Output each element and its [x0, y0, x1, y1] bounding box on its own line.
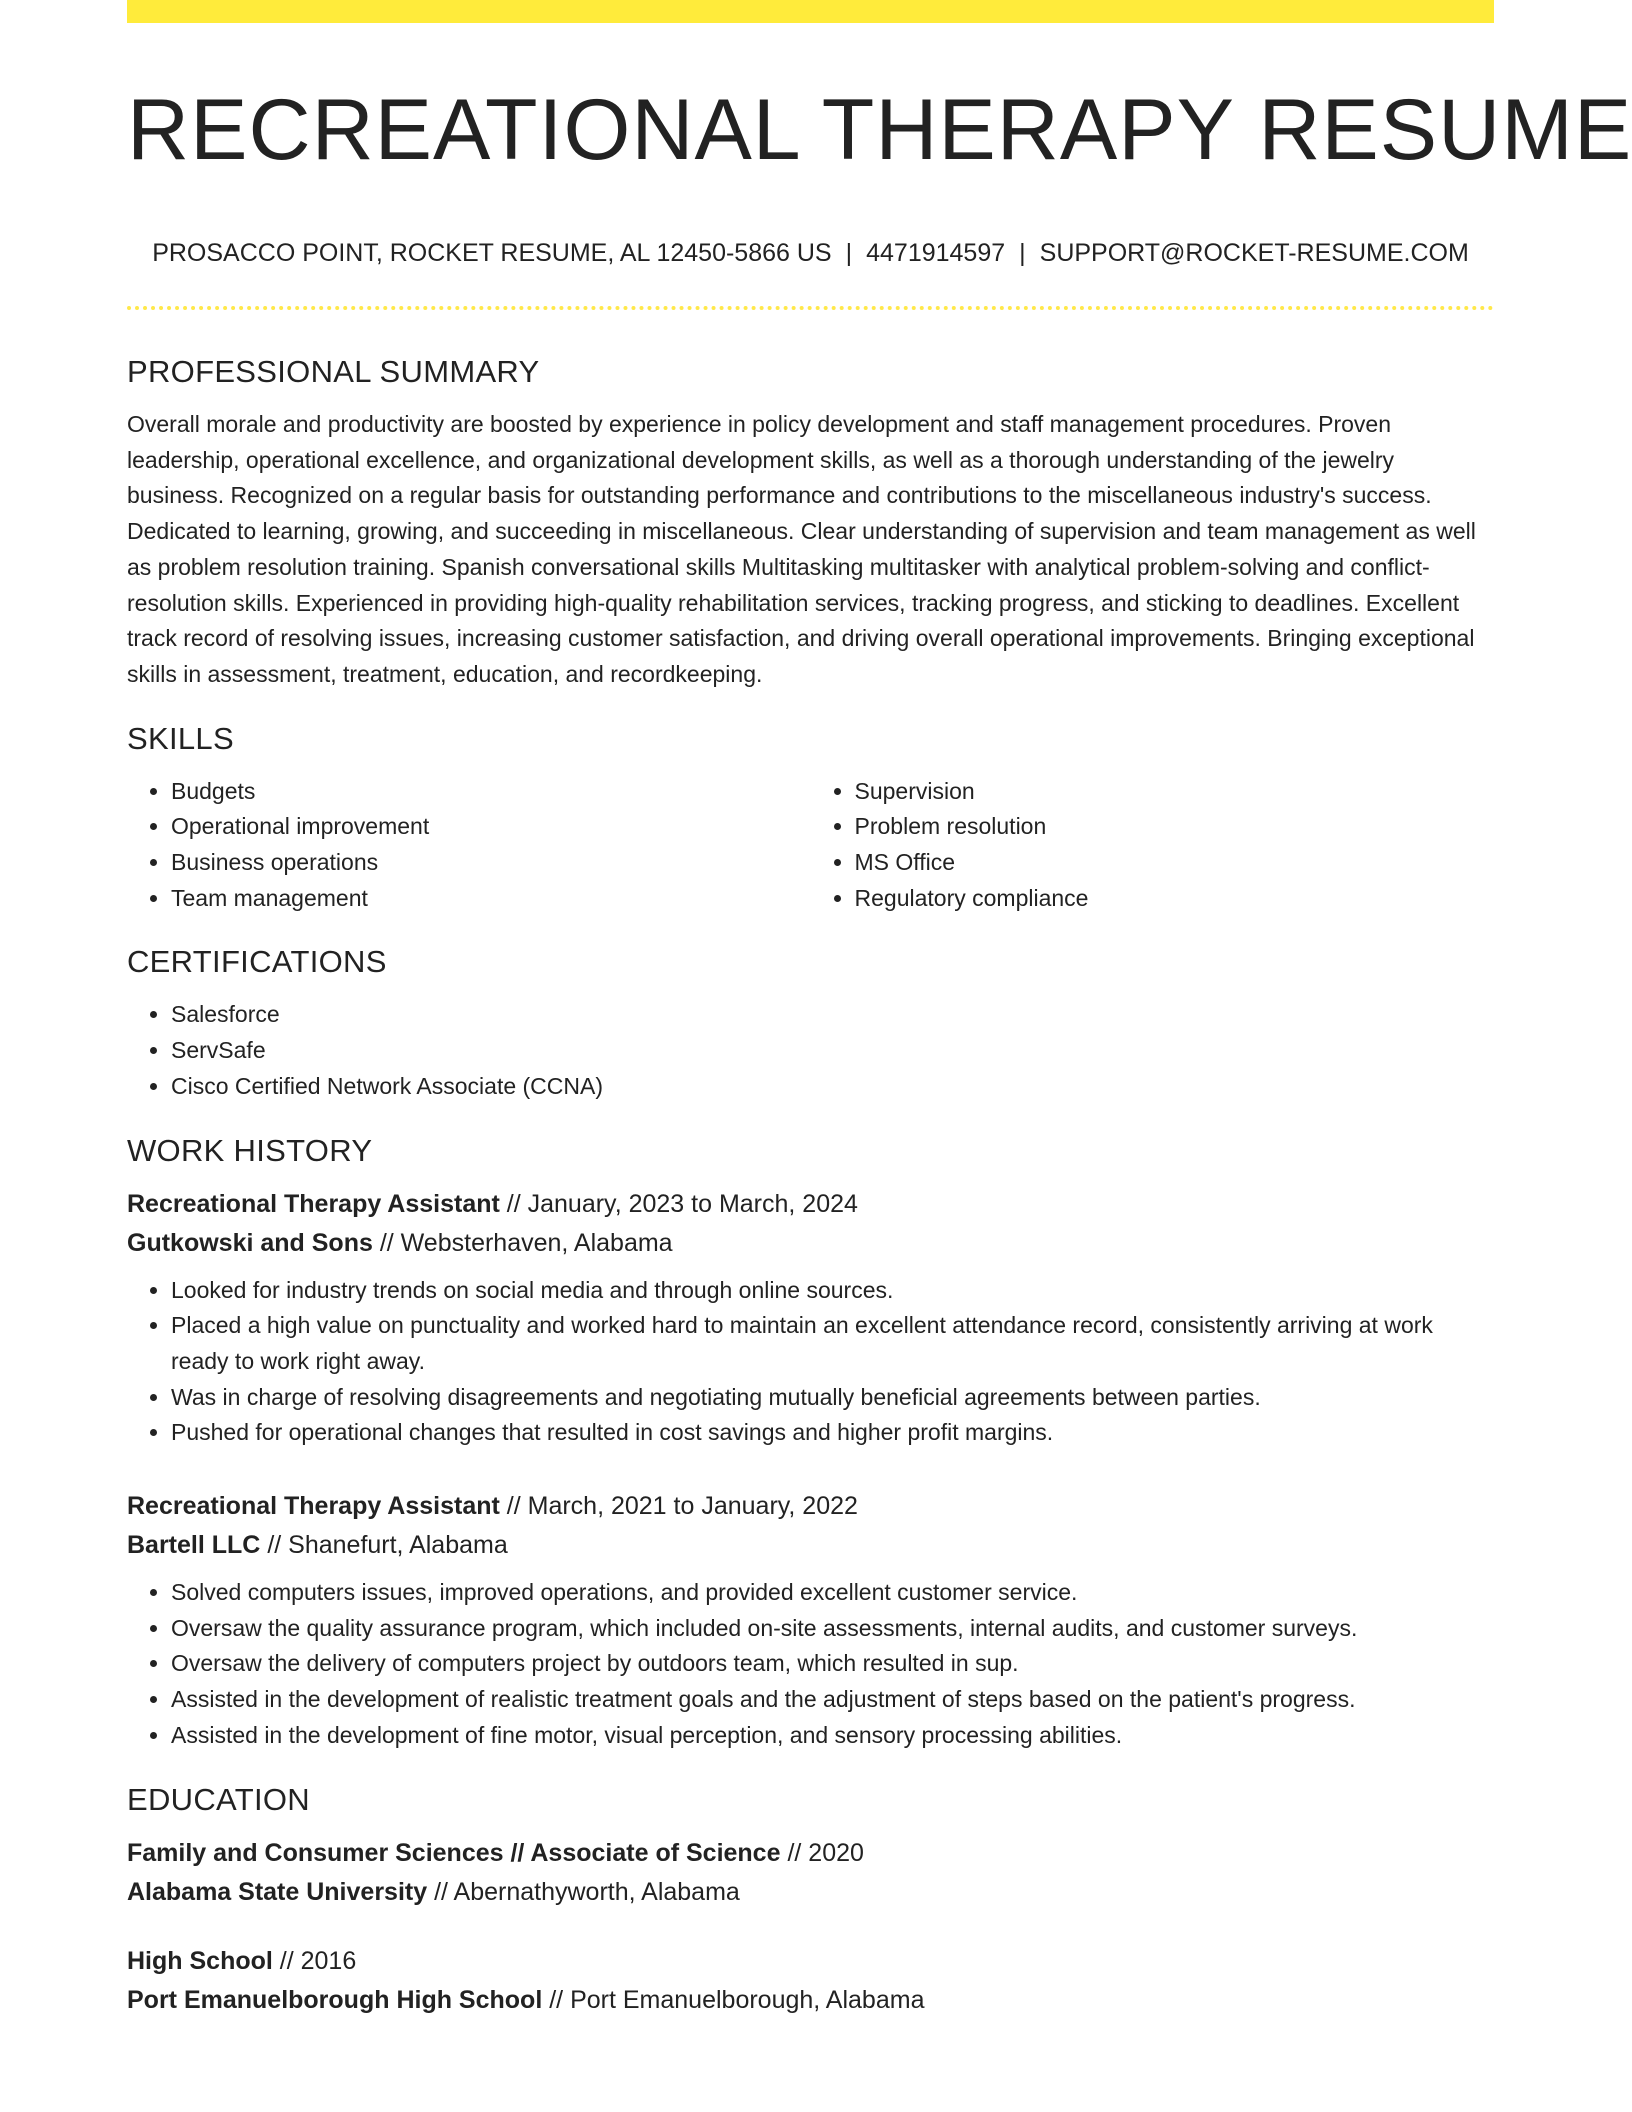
- job-company: Bartell LLC: [127, 1531, 261, 1560]
- skill-item: • Problem resolution: [855, 809, 1495, 845]
- certification-item: • Salesforce: [171, 997, 1494, 1033]
- job-bullet: • Looked for industry trends on social media and through online sources.: [171, 1273, 1494, 1309]
- contact-email: SUPPORT@ROCKET-RESUME.COM: [1039, 239, 1469, 267]
- job-dates: // March, 2021 to January, 2022: [506, 1492, 858, 1521]
- skill-item: • Regulatory compliance: [855, 881, 1495, 917]
- contact-line: [127, 236, 1494, 270]
- summary-section: [127, 350, 1494, 693]
- job-company-line: [127, 1224, 1494, 1263]
- job-bullets: [127, 1273, 1494, 1452]
- skill-item: • Supervision: [855, 774, 1495, 810]
- job-bullet: • Assisted in the development of realistic treatment goals and the adjustment of steps based on the patient's progress.: [171, 1682, 1494, 1718]
- certification-item: • ServSafe: [171, 1033, 1494, 1069]
- section-heading: EDUCATION: [127, 1781, 310, 1817]
- section-heading: WORK HISTORY: [127, 1132, 373, 1168]
- skill-item: • Operational improvement: [171, 809, 811, 845]
- education-section: [127, 1778, 1494, 2020]
- skill-item: • Budgets: [171, 774, 811, 810]
- job-title: Recreational Therapy Assistant: [127, 1492, 500, 1521]
- job-bullet: • Solved computers issues, improved operations, and provided excellent customer service.: [171, 1575, 1494, 1611]
- job-location: // Websterhaven, Alabama: [379, 1228, 673, 1257]
- job-bullet: • Oversaw the delivery of computers project by outdoors team, which resulted in sup.: [171, 1646, 1494, 1682]
- education-school-line: [127, 1981, 1494, 2020]
- job-company: Gutkowski and Sons: [127, 1228, 373, 1257]
- job-title: Recreational Therapy Assistant: [127, 1189, 500, 1218]
- job-bullet: • Placed a high value on punctuality and worked hard to maintain an excellent attendance record, consistently arriving at work ready to work right away.: [171, 1308, 1494, 1379]
- section-heading: PROFESSIONAL SUMMARY: [127, 354, 540, 389]
- skills-list-right: [811, 774, 1495, 917]
- contact-separator: |: [1019, 239, 1026, 267]
- education-degree: Family and Consumer Sciences // Associate of Science: [127, 1838, 781, 1867]
- education-school: Port Emanuelborough High School: [127, 1985, 543, 2014]
- education-degree: High School: [127, 1946, 273, 1975]
- skills-list-left: [127, 774, 811, 917]
- skill-item: • Team management: [171, 881, 811, 917]
- job-bullet: • Oversaw the quality assurance program, which included on-site assessments, internal audits, and customer surveys.: [171, 1611, 1494, 1647]
- job-bullet: • Was in charge of resolving disagreements and negotiating mutually beneficial agreements between parties.: [171, 1380, 1494, 1416]
- job-title-line: [127, 1487, 1494, 1526]
- contact-phone: 4471914597: [866, 239, 1006, 267]
- education-school: Alabama State University: [127, 1877, 428, 1906]
- certifications-section: [127, 940, 1494, 1104]
- skill-item: • MS Office: [855, 845, 1495, 881]
- job-entry: [127, 1185, 1494, 1452]
- contact-address: PROSACCO POINT, ROCKET RESUME, AL 12450-5866 US: [152, 239, 832, 267]
- certifications-list: [127, 997, 1494, 1104]
- education-entry: [127, 1834, 1494, 1912]
- section-heading: CERTIFICATIONS: [127, 944, 387, 980]
- work-history-section: [127, 1129, 1494, 1754]
- section-heading: SKILLS: [127, 720, 234, 756]
- skills-section: [127, 717, 1494, 917]
- skills-columns: [127, 774, 1494, 917]
- education-year: // 2020: [787, 1838, 864, 1867]
- job-location: // Shanefurt, Alabama: [267, 1531, 508, 1560]
- resume-content: [127, 350, 1494, 2020]
- accent-bar: [127, 0, 1494, 23]
- education-entry: [127, 1942, 1494, 2020]
- education-location: // Abernathyworth, Alabama: [434, 1877, 740, 1906]
- job-bullets: [127, 1575, 1494, 1754]
- education-year: // 2016: [279, 1946, 357, 1975]
- education-degree-line: [127, 1942, 1494, 1981]
- job-bullet: • Assisted in the development of fine motor, visual perception, and sensory processing abilities.: [171, 1718, 1494, 1754]
- job-company-line: [127, 1526, 1494, 1565]
- summary-text: Overall morale and productivity are boosted by experience in policy development and staff management procedures. Proven leadership, operational excellence, and organizational development skills, as well as a thorough understanding of the jewelry business. Recognized on a regular basis for outstanding performance and contributions to the miscellaneous industry's success. Dedicated to learning, growing, and succeeding in miscellaneous. Clear understanding of supervision and team management as well as problem resolution training. Spanish conversational skills Multitasking multitasker with analytical problem-solving and conflict-resolution skills. Experienced in providing high-quality rehabilitation services, tracking progress, and sticking to deadlines. Excellent track record of resolving issues, increasing customer satisfaction, and driving overall operational improvements. Bringing exceptional skills in assessment, treatment, education, and recordkeeping.: [127, 411, 1476, 687]
- job-bullet: • Pushed for operational changes that resulted in cost savings and higher profit margins.: [171, 1415, 1494, 1451]
- job-title-line: [127, 1185, 1494, 1224]
- education-degree-line: [127, 1834, 1494, 1873]
- job-dates: // January, 2023 to March, 2024: [506, 1189, 858, 1218]
- education-school-line: [127, 1873, 1494, 1912]
- certification-item: • Cisco Certified Network Associate (CCNA): [171, 1069, 1494, 1105]
- contact-separator: |: [845, 239, 853, 267]
- skill-item: • Business operations: [171, 845, 811, 881]
- dotted-divider: [127, 306, 1494, 310]
- resume-title: RECREATIONAL THERAPY RESUME: [127, 82, 1632, 178]
- job-entry: [127, 1487, 1494, 1754]
- education-location: // Port Emanuelborough, Alabama: [549, 1985, 925, 2014]
